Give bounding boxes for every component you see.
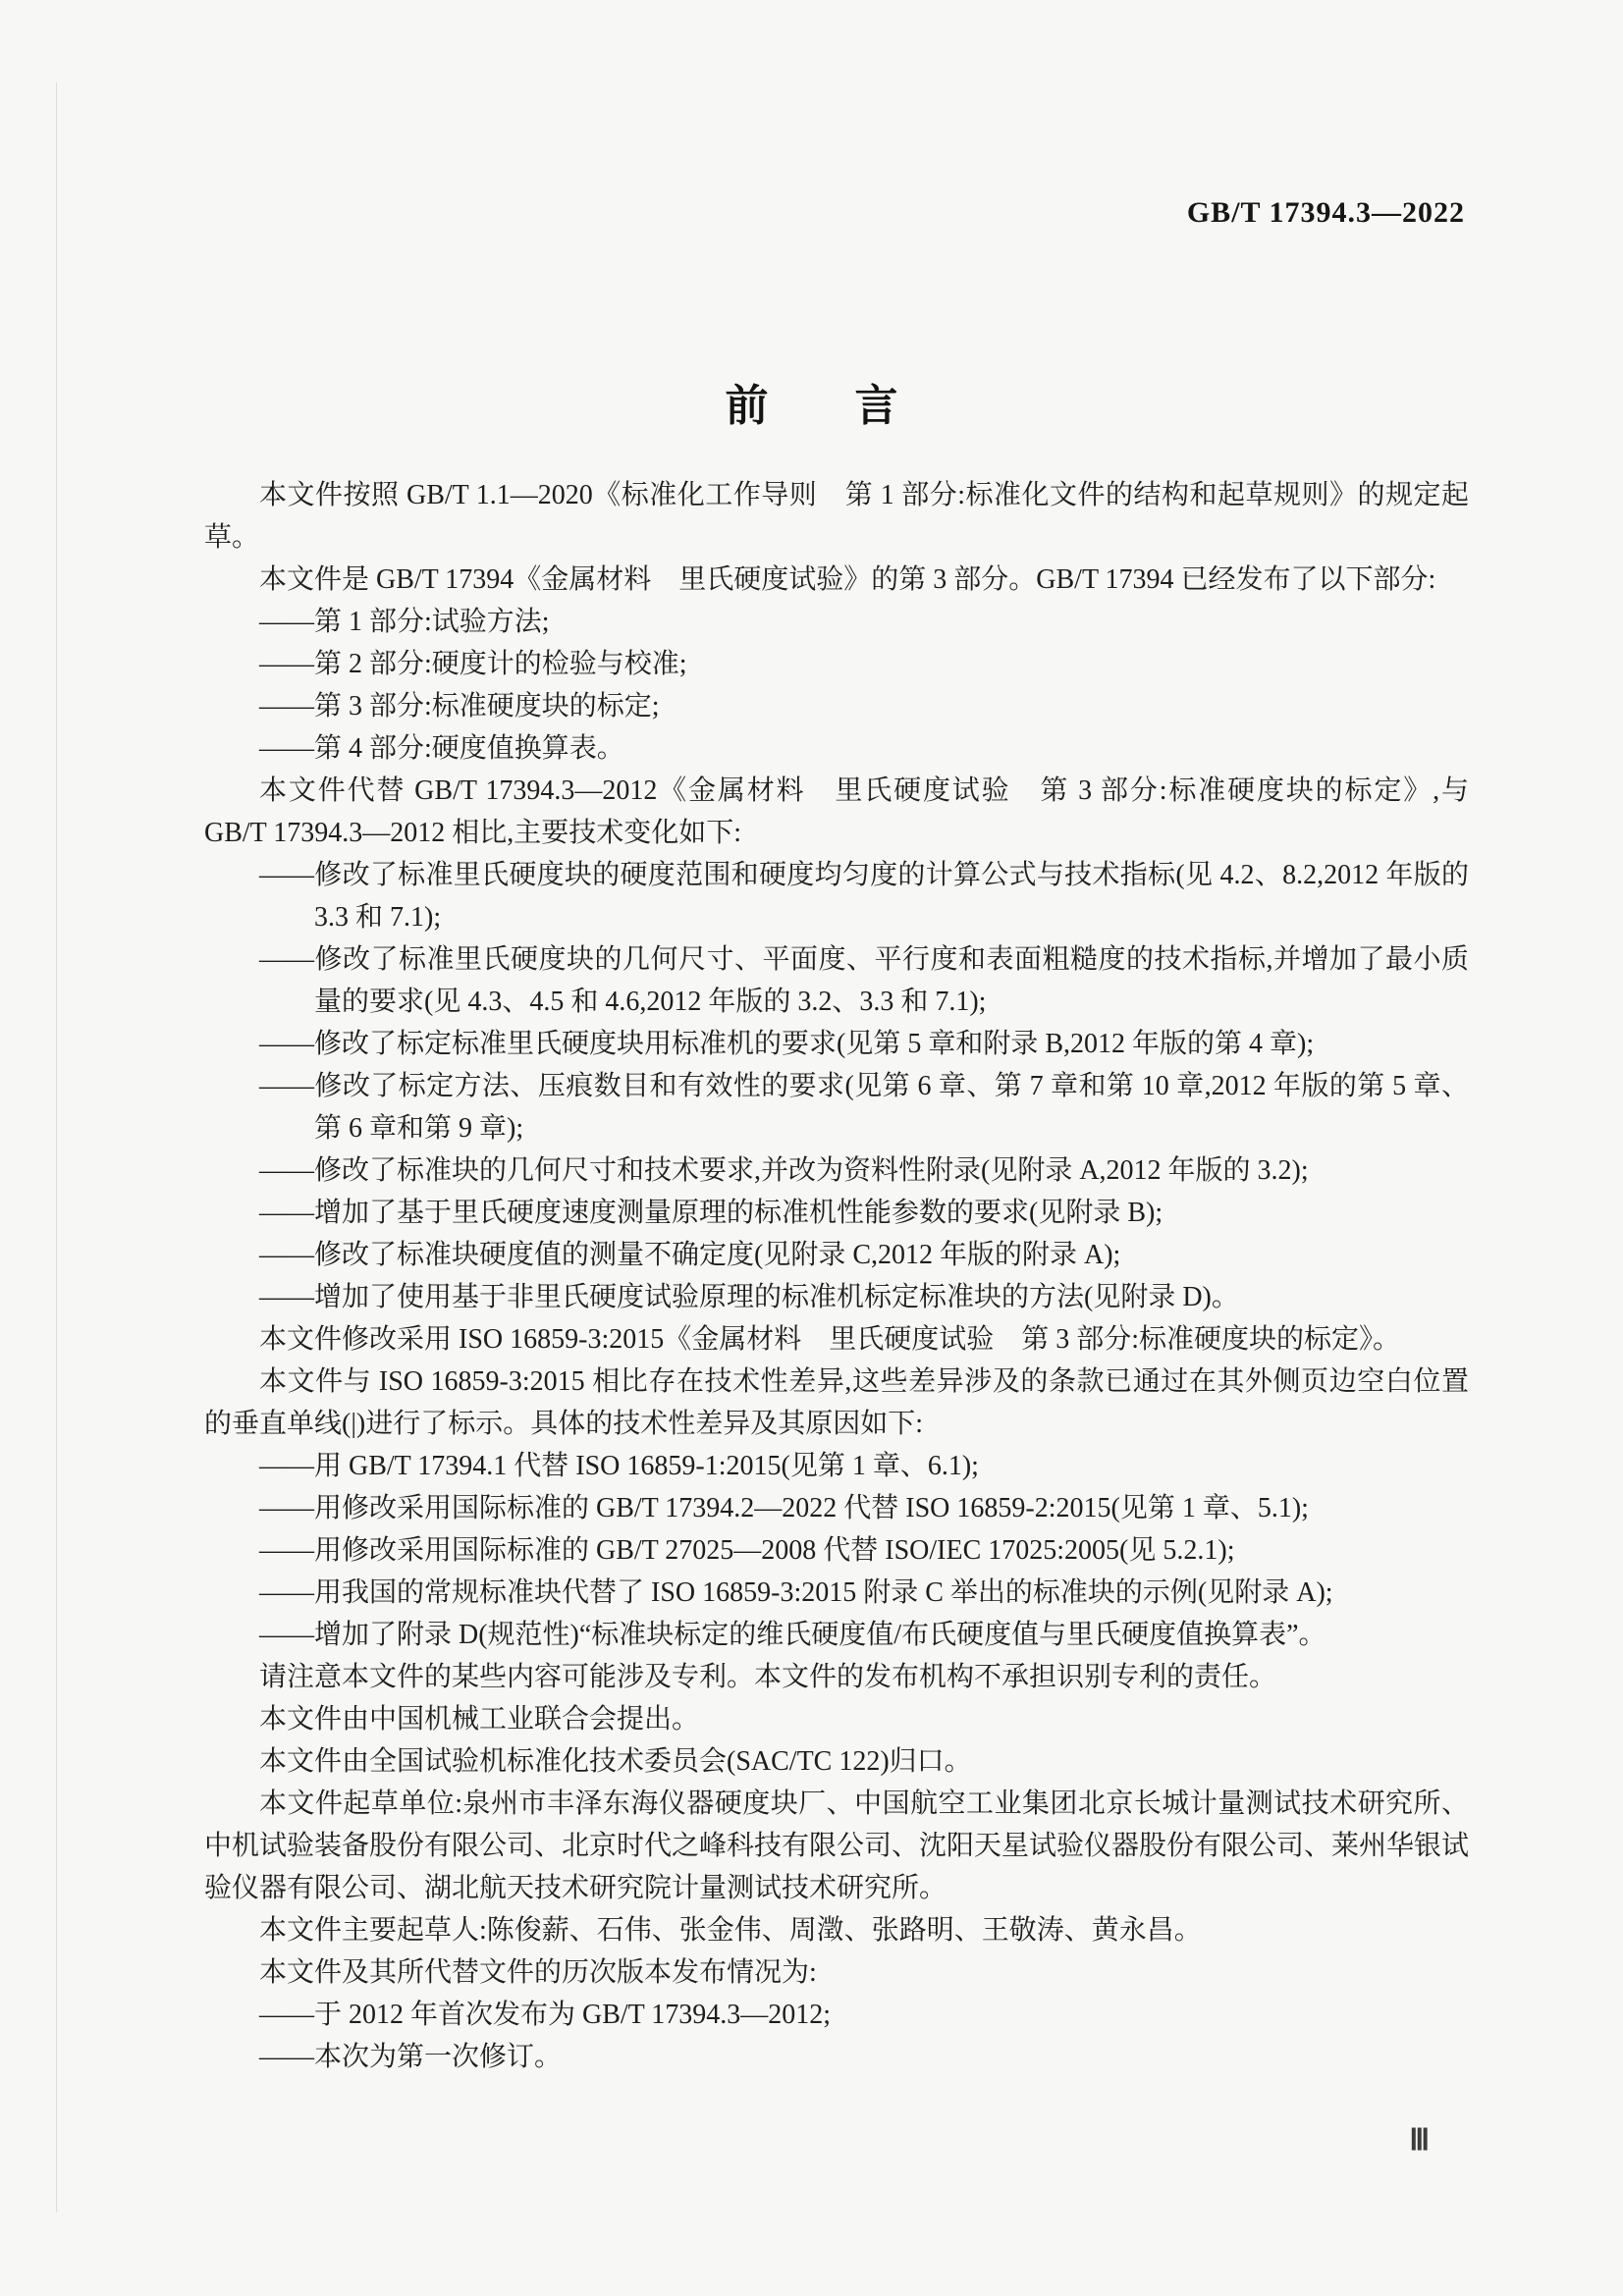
- page-title: 前 言: [725, 382, 898, 431]
- paragraph: 本文件修改采用 ISO 16859-3:2015《金属材料 里氏硬度试验 第 3 部分:标准硬度块的标定》。: [259, 1324, 1401, 1355]
- list-item: ——修改了标准块的几何尺寸和技术要求,并改为资料性附录(见附录 A,2012 年版的 3.2);: [259, 1155, 1309, 1186]
- list-item: ——第 2 部分:硬度计的检验与校准;: [259, 649, 687, 679]
- list-item: ——用我国的常规标准块代替了 ISO 16859-3:2015 附录 C 举出的标准块的示例(见附录 A);: [259, 1577, 1333, 1608]
- list-item: ——第 3 部分:标准硬度块的标定;: [259, 691, 660, 721]
- list-item: ——本次为第一次修订。: [259, 2042, 563, 2072]
- paragraph: 本文件及其所代替文件的历次版本发布情况为:: [259, 1957, 817, 1988]
- paragraph: 本文件起草单位:泉州市丰泽东海仪器硬度块厂、中国航空工业集团北京长城计量测试技术研究所、中机试验装备股份有限公司、北京时代之峰科技有限公司、沈阳天星试验仪器股份有限公司、莱州华银试验仪器有限公司、湖北航天技术研究院计量测试技术研究所。: [204, 1789, 1470, 1903]
- list-item: ——修改了标准里氏硬度块的硬度范围和硬度均匀度的计算公式与技术指标(见 4.2、8.2,2012 年版的 3.3 和 7.1);: [259, 860, 1469, 933]
- list-item: ——修改了标准里氏硬度块的几何尺寸、平面度、平行度和表面粗糙度的技术指标,并增加了最小质量的要求(见 4.3、4.5 和 4.6,2012 年版的 3.2、3.3 和 7.1);: [259, 944, 1469, 1017]
- paragraph: 本文件主要起草人:陈俊薪、石伟、张金伟、周澂、张路明、王敬涛、黄永昌。: [259, 1915, 1202, 1946]
- foreword-body: [204, 474, 1469, 2078]
- paragraph: 本文件由全国试验机标准化技术委员会(SAC/TC 122)归口。: [259, 1746, 972, 1777]
- paragraph: 本文件由中国机械工业联合会提出。: [259, 1704, 700, 1735]
- list-item: ——修改了标定方法、压痕数目和有效性的要求(见第 6 章、第 7 章和第 10 章,2012 年版的第 5 章、第 6 章和第 9 章);: [259, 1071, 1469, 1144]
- list-item: ——用修改采用国际标准的 GB/T 17394.2—2022 代替 ISO 16859-2:2015(见第 1 章、5.1);: [259, 1493, 1309, 1523]
- list-item: ——增加了附录 D(规范性)“标准块标定的维氏硬度值/布氏硬度值与里氏硬度值换算表”。: [259, 1620, 1326, 1650]
- list-item: ——第 1 部分:试验方法;: [259, 607, 550, 637]
- paragraph: 本文件代替 GB/T 17394.3—2012《金属材料 里氏硬度试验 第 3 部分:标准硬度块的标定》,与 GB/T 17394.3—2012 相比,主要技术变化如下:: [204, 775, 1469, 848]
- list-item: ——于 2012 年首次发布为 GB/T 17394.3—2012;: [259, 2000, 832, 2030]
- list-item: ——第 4 部分:硬度值换算表。: [259, 733, 624, 764]
- list-item: ——修改了标定标准里氏硬度块用标准机的要求(见第 5 章和附录 B,2012 年版的第 4 章);: [259, 1029, 1315, 1059]
- list-item: ——用 GB/T 17394.1 代替 ISO 16859-1:2015(见第 1 章、6.1);: [259, 1451, 979, 1481]
- standard-code-header: GB/T 17394.3—2022: [1186, 196, 1465, 229]
- list-item: ——增加了基于里氏硬度速度测量原理的标准机性能参数的要求(见附录 B);: [259, 1198, 1163, 1228]
- page-number: Ⅲ: [1409, 2124, 1430, 2157]
- paragraph: 请注意本文件的某些内容可能涉及专利。本文件的发布机构不承担识别专利的责任。: [259, 1662, 1277, 1692]
- list-item: ——增加了使用基于非里氏硬度试验原理的标准机标定标准块的方法(见附录 D)。: [259, 1282, 1239, 1312]
- paragraph: 本文件按照 GB/T 1.1—2020《标准化工作导则 第 1 部分:标准化文件的结构和起草规则》的规定起草。: [204, 480, 1469, 553]
- paragraph: 本文件是 GB/T 17394《金属材料 里氏硬度试验》的第 3 部分。GB/T 17394 已经发布了以下部分:: [259, 564, 1436, 595]
- paragraph: 本文件与 ISO 16859-3:2015 相比存在技术性差异,这些差异涉及的条款已通过在其外侧页边空白位置的垂直单线(|)进行了标示。具体的技术性差异及其原因如下:: [204, 1366, 1469, 1439]
- list-item: ——修改了标准块硬度值的测量不确定度(见附录 C,2012 年版的附录 A);: [259, 1240, 1121, 1270]
- list-item: ——用修改采用国际标准的 GB/T 27025—2008 代替 ISO/IEC 17025:2005(见 5.2.1);: [259, 1535, 1235, 1566]
